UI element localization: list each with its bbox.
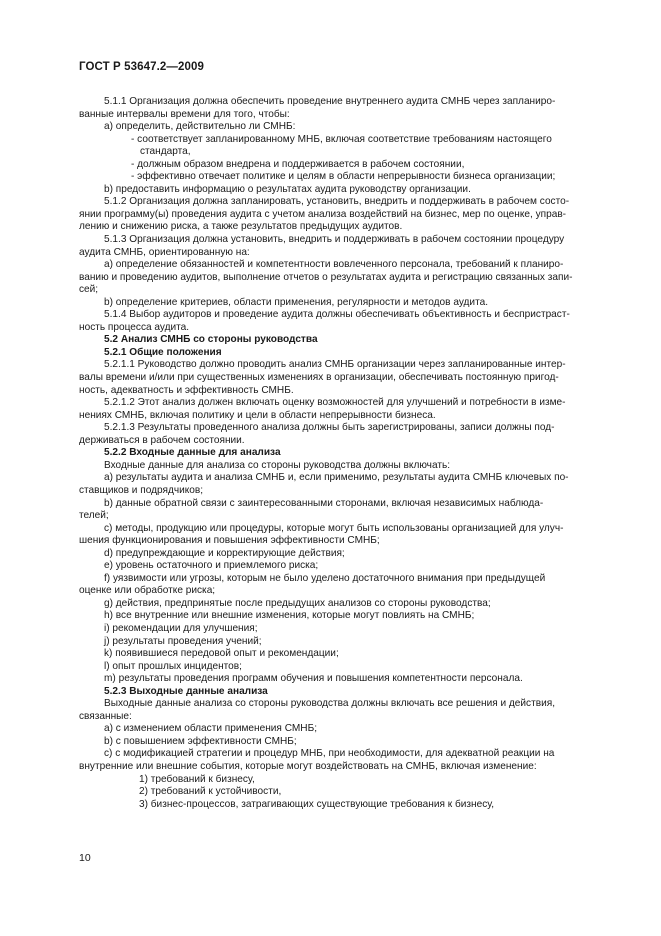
text-line: d) предупреждающие и корректирующие действия;	[104, 547, 345, 559]
text-line: ставщиков и подрядчиков;	[79, 484, 204, 496]
text-line: янии программу(ы) проведения аудита с учетом анализа воздействий на бизнес, мер по оценке, управ-	[79, 208, 567, 220]
text-line: а) определить, действительно ли СМНБ:	[104, 121, 296, 133]
text-line: а) результаты аудита и анализа СМНБ и, если применимо, результаты аудита СМНБ ключевых по-	[104, 472, 569, 484]
text-line: а) с изменением области применения СМНБ;	[104, 723, 318, 735]
text-line: 5.1.3 Организация должна установить, внедрить и поддерживать в рабочем состоянии процедуру	[104, 234, 565, 246]
text-line: Входные данные для анализа со стороны руководства должны включать:	[104, 459, 451, 471]
text-line: с) с модификацией стратегии и процедур МНБ, при необходимости, для адекватной реакции на	[104, 748, 555, 760]
text-line: е) уровень остаточного и приемлемого риска;	[104, 560, 319, 572]
text-line: 2) требований к устойчивости,	[139, 786, 282, 798]
text-line: 5.2.1.3 Результаты проведенного анализа должны быть зарегистрированы, записи должны под-	[104, 422, 555, 434]
text-line: ность процесса аудита.	[79, 321, 190, 333]
text-line: 5.2.1.1 Руководство должно проводить анализ СМНБ организации через запланированные интер-	[104, 359, 566, 371]
section-heading: 5.2.3 Выходные данные анализа	[104, 685, 268, 697]
text-line: l) опыт прошлых инцидентов;	[104, 660, 242, 672]
text-line: m) результаты проведения программ обучения и повышения компетентности персонала.	[104, 673, 523, 685]
text-line: g) действия, предпринятые после предыдущих анализов со стороны руководства;	[104, 597, 491, 609]
text-line: 5.1.2 Организация должна запланировать, установить, внедрить и поддерживать в рабочем состо-	[104, 196, 570, 208]
text-line: нениях СМНБ, включая политику и цели в области непрерывности бизнеса.	[79, 409, 436, 421]
text-line: ванию и проведению аудитов, выполнение отчетов о результатах аудита и регистрацию связанных запи-	[79, 271, 573, 283]
text-line: j) результаты проведения учений;	[104, 635, 262, 647]
text-line: ванные интервалы времени для того, чтобы:	[79, 108, 290, 120]
text-line: 3) бизнес-процессов, затрагивающих существующие требования к бизнесу,	[139, 798, 495, 810]
text-line: i) рекомендации для улучшения;	[104, 622, 258, 634]
text-line: оценке или обработке риска;	[79, 585, 216, 597]
text-line: держиваться в рабочем состоянии.	[79, 434, 245, 446]
text-line: b) определение критериев, области применения, регулярности и методов аудита.	[104, 296, 488, 308]
text-line: сей;	[79, 284, 99, 296]
section-heading: 5.2 Анализ СМНБ со стороны руководства	[104, 334, 318, 346]
text-line: b) данные обратной связи с заинтересованными сторонами, включая независимых наблюда-	[104, 497, 544, 509]
document-body	[79, 96, 613, 811]
text-line: b) с повышением эффективности СМНБ;	[104, 735, 297, 747]
text-line: 5.1.1 Организация должна обеспечить проведение внутреннего аудита СМНБ через запланиро-	[104, 96, 556, 107]
section-heading: 5.2.1 Общие положения	[104, 346, 222, 358]
text-line: f) уязвимости или угрозы, которым не было уделено достаточного внимания при предыдущей	[104, 572, 546, 584]
text-line: 5.1.4 Выбор аудиторов и проведение аудита должны обеспечивать объективность и беспристраст-	[104, 309, 570, 321]
text-line: связанные:	[79, 710, 132, 722]
text-line: валы времени и/или при существенных изменениях в организации, обеспечивать постоянную пригод-	[79, 372, 559, 384]
text-line: 5.2.1.2 Этот анализ должен включать оценку возможностей для улучшений и потребности в изме-	[104, 397, 566, 409]
text-line: Выходные данные анализа со стороны руководства должны включать все решения и действия,	[104, 698, 555, 710]
text-line: стандарта,	[140, 146, 191, 158]
text-line: шения функционирования и повышения эффективности СМНБ;	[79, 535, 380, 547]
text-line: лению и снижению риска, а также результатов предыдущих аудитов.	[79, 221, 403, 233]
text-line: телей;	[79, 510, 109, 522]
page-number: 10	[79, 852, 91, 864]
text-line: с) методы, продукцию или процедуры, которые могут быть использованы организацией для улуч-	[104, 522, 564, 534]
text-line: k) появившиеся передовой опыт и рекомендации;	[104, 648, 339, 660]
text-line: - эффективно отвечает политике и целям в области непрерывности бизнеса организации;	[131, 171, 556, 183]
text-line: а) определение обязанностей и компетентности вовлеченного персонала, требований к планиро-	[104, 259, 564, 271]
text-line: - должным образом внедрена и поддерживается в рабочем состоянии,	[131, 158, 465, 170]
text-line: - соответствует запланированному МНБ, включая соответствие требованиям настоящего	[131, 133, 552, 145]
document-header: ГОСТ Р 53647.2—2009	[79, 61, 204, 73]
text-line: аудита СМНБ, ориентированную на:	[79, 246, 250, 258]
section-heading: 5.2.2 Входные данные для анализа	[104, 447, 281, 459]
text-line: 1) требований к бизнесу,	[139, 773, 255, 785]
text-line: внутренние или внешние события, которые могут воздействовать на СМНБ, включая изменение:	[79, 760, 537, 772]
text-line: b) предоставить информацию о результатах аудита руководству организации.	[104, 183, 471, 195]
text-line: h) все внутренние или внешние изменения, которые могут повлиять на СМНБ;	[104, 610, 475, 622]
text-line: ность, адекватность и эффективность СМНБ.	[79, 384, 294, 396]
